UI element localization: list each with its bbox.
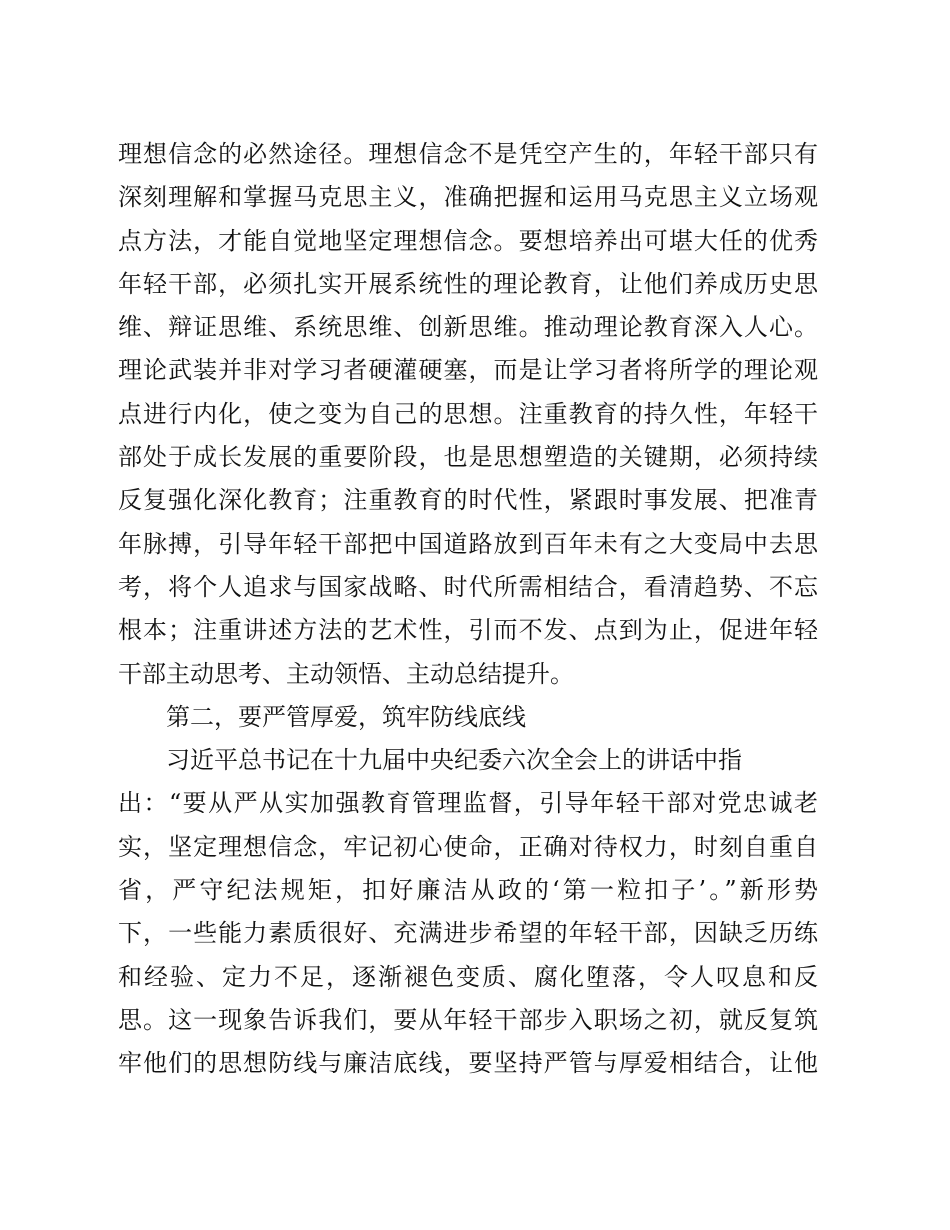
text-line: 思。这一现象告诉我们，要从年轻干部步入职场之初，就反复筑 [118,1005,818,1034]
text-line: 点方法，才能自觉地坚定理想信念。要想培养出可堪大任的优秀 [118,226,818,255]
text-line: 根本；注重讲述方法的艺术性，引而不发、点到为止，促进年轻 [118,616,818,645]
body-text [118,133,818,1086]
text-line: 下，一些能力素质很好、充满进步希望的年轻干部，因缺乏历练 [118,919,818,948]
text-line: 理想信念的必然途径。理想信念不是凭空产生的，年轻干部只有 [118,140,818,168]
text-line: 年轻干部，必须扎实开展系统性的理论教育，让他们养成历史思 [118,269,818,298]
text-line: 考，将个人追求与国家战略、时代所需相结合，看清趋势、不忘 [118,572,818,601]
text-line: 理论武装并非对学习者硬灌硬塞，而是让学习者将所学的理论观 [118,356,818,385]
text-line: 干部主动思考、主动领悟、主动总结提升。 [118,659,574,688]
text-line: 出：“要从严从实加强教育管理监督，引导年轻干部对党忠诚老 [118,789,818,818]
text-line: 和经验、定力不足，逐渐褪色变质、腐化堕落，令人叹息和反 [118,962,818,991]
text-line: 部处于成长发展的重要阶段，也是思想塑造的关键期，必须持续 [118,443,818,472]
text-line: 牢他们的思想防线与廉洁底线，要坚持严管与厚爱相结合，让他 [118,1049,818,1078]
text-line: 深刻理解和掌握马克思主义，准确把握和运用马克思主义立场观 [118,183,818,212]
text-line: 点进行内化，使之变为自己的思想。注重教育的持久性，年轻干 [118,399,818,428]
text-line: 年脉搏，引导年轻干部把中国道路放到百年未有之大变局中去思 [118,529,818,558]
section-heading: 第二，要严管厚爱，筑牢防线底线 [166,702,526,731]
text-line: 维、辩证思维、系统思维、创新思维。推动理论教育深入人心。 [118,313,818,342]
text-line: 习近平总书记在十九届中央纪委六次全会上的讲话中指 [166,746,742,775]
text-line: 实，坚定理想信念，牢记初心使命，正确对待权力，时刻自重自 [118,832,818,861]
text-line: 反复强化深化教育；注重教育的时代性，紧跟时事发展、把准青 [118,486,818,515]
text-line: 省，严守纪法规矩，扣好廉洁从政的‘第一粒扣子’。”新形势 [118,876,818,905]
